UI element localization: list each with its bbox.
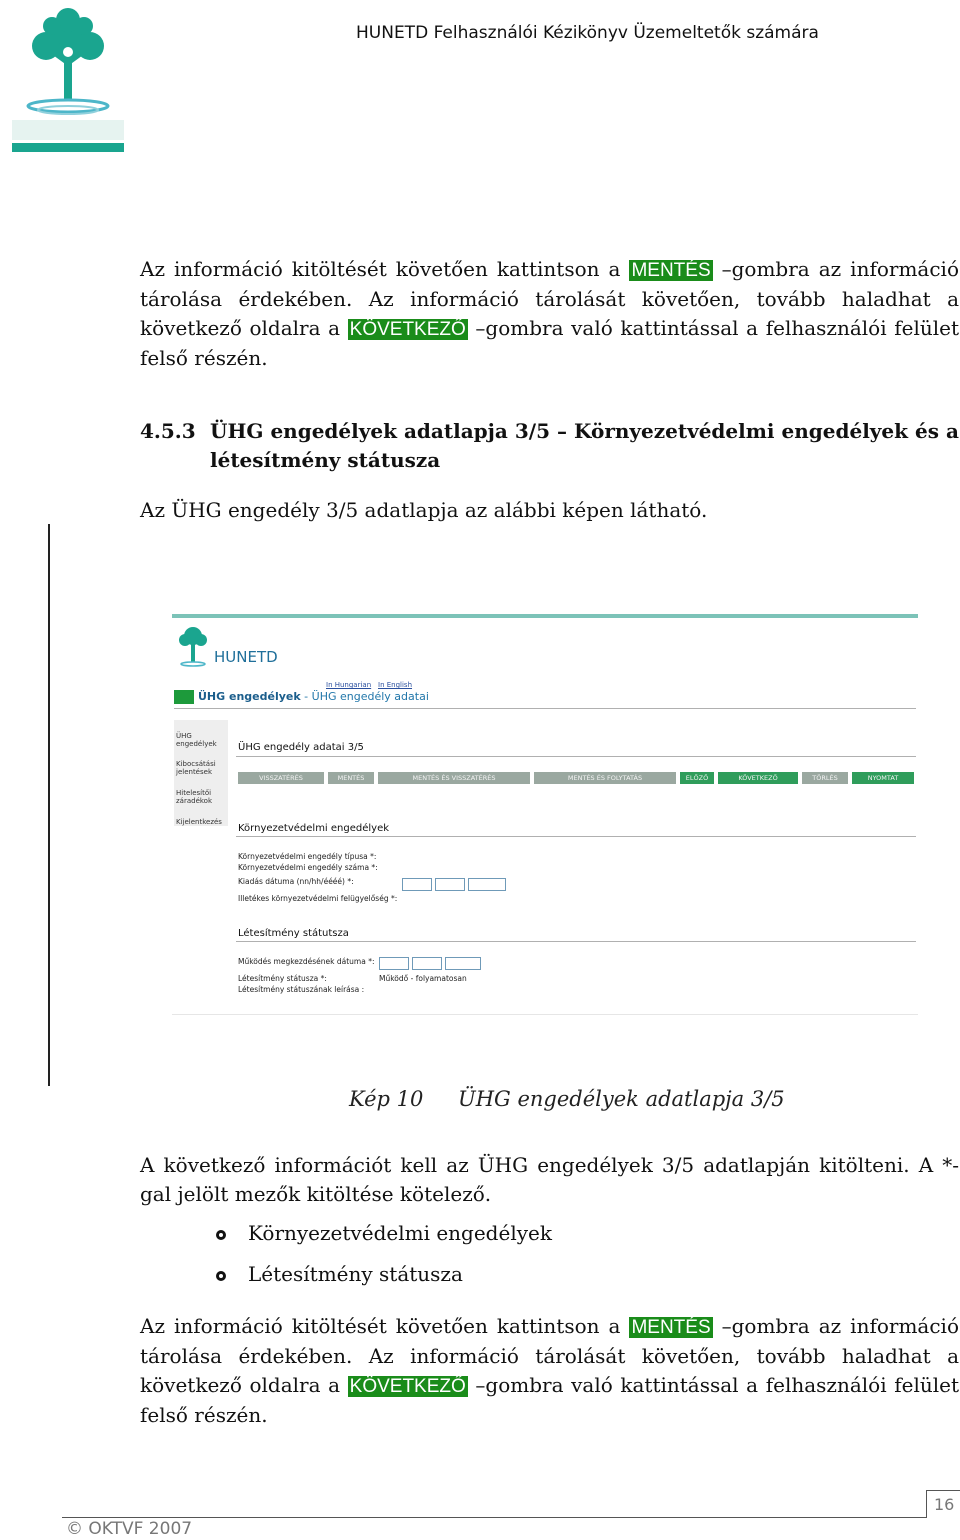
field-permit-number-label: Környezetvédelmi engedély száma *: bbox=[238, 863, 378, 872]
outro-kovetkezo-label: KÖVETKEZŐ bbox=[349, 1376, 466, 1397]
section-facility-status: Létesítmény státutsza bbox=[238, 928, 349, 939]
form-screenshot bbox=[172, 612, 918, 1015]
field-inspectorate-label: Illetékes környezetvédelmi felügyelőség *: bbox=[238, 894, 398, 903]
bullet-item-permits: Környezetvédelmi engedélyek bbox=[248, 1221, 552, 1245]
section2-divider bbox=[236, 941, 916, 942]
copyright: © OKTVF 2007 bbox=[66, 1519, 193, 1539]
outro-paragraph bbox=[140, 1312, 959, 1430]
print-button[interactable]: NYOMTAT bbox=[852, 772, 914, 784]
outro-mentes-label: MENTÉS bbox=[631, 1317, 711, 1338]
issue-date-year-input[interactable] bbox=[468, 878, 506, 891]
operation-start-day-input[interactable] bbox=[379, 957, 409, 970]
footer-divider bbox=[62, 1517, 926, 1518]
intro-kovetkezo-label: KÖVETKEZŐ bbox=[349, 319, 466, 340]
bullet-item-status: Létesítmény státusza bbox=[248, 1262, 463, 1286]
save-and-continue-button[interactable]: MENTÉS ÉS FOLYTATÁS bbox=[534, 772, 676, 784]
lead-paragraph: Az ÜHG engedély 3/5 adatlapja az alábbi képen látható. bbox=[140, 498, 708, 522]
facility-status-value: Működő - folyamatosan bbox=[379, 974, 467, 983]
previous-button[interactable]: ELŐZŐ bbox=[680, 772, 714, 784]
field-status-description-label: Létesítmény státuszának leírása : bbox=[238, 985, 365, 994]
lang-english-link[interactable]: In English bbox=[378, 681, 413, 689]
sidebar-item-reports[interactable]: Kibocsátási jelentések bbox=[176, 760, 216, 776]
bullet-icon bbox=[216, 1230, 226, 1240]
operation-start-year-input[interactable] bbox=[445, 957, 481, 970]
oktvf-logo bbox=[8, 6, 128, 156]
sidebar-item-uhg[interactable]: ÜHG engedélyek bbox=[176, 732, 217, 748]
hunetd-tree-icon bbox=[176, 624, 210, 672]
requirements-paragraph: A következő információt kell az ÜHG engedélyek 3/5 adatlapján kitölteni. A *-gal jelölt mezők kitöltése kötelező. bbox=[140, 1153, 959, 1206]
form-title: ÜHG engedély adatai 3/5 bbox=[238, 742, 364, 753]
figure-label: Kép 10 bbox=[349, 1087, 424, 1111]
operation-start-month-input[interactable] bbox=[412, 957, 442, 970]
outro-text-1: Az információ kitöltését követően kattintson a bbox=[140, 1314, 630, 1338]
section-title: ÜHG engedélyek adatlapja 3/5 – Környezetvédelmi engedélyek és a létesítmény státusza bbox=[210, 419, 959, 472]
intro-paragraph bbox=[140, 255, 959, 373]
section-heading bbox=[140, 417, 959, 475]
lang-hungarian-link[interactable]: In Hungarian bbox=[326, 681, 372, 689]
save-and-back-button[interactable]: MENTÉS ÉS VISSZATÉRÉS bbox=[378, 772, 530, 784]
outro-text-3: –gombra való kattintással a felhasználói felület felső részén. bbox=[140, 1373, 959, 1427]
section-environmental-permits: Környezetvédelmi engedélyek bbox=[238, 823, 390, 834]
screenshot-top-line bbox=[172, 614, 918, 618]
app-name: HUNETD bbox=[214, 648, 278, 666]
delete-button[interactable]: TÖRLÉS bbox=[802, 772, 848, 784]
outro-text-2: –gombra az információ tárolása érdekében. Az információ tárolását követően, tovább haladhat a következő oldalra a bbox=[140, 1314, 959, 1397]
bullet-icon bbox=[216, 1271, 226, 1281]
intro-text-2: –gombra az információ tárolása érdekében. Az információ tárolását követően, tovább haladhat a következő oldalra a bbox=[140, 257, 959, 340]
form-title-divider bbox=[236, 756, 916, 757]
sidebar-item-logout[interactable]: Kijelentkezés bbox=[176, 818, 222, 826]
page-number: 16 bbox=[934, 1495, 955, 1514]
figure-caption: ÜHG engedélyek adatlapja 3/5 bbox=[458, 1087, 785, 1111]
breadcrumb-marker bbox=[174, 690, 194, 704]
field-permit-type-label: Környezetvédelmi engedély típusa *: bbox=[238, 852, 377, 861]
breadcrumb-rest: - ÜHG engedély adatai bbox=[300, 690, 429, 703]
breadcrumb bbox=[198, 690, 429, 703]
field-operation-start-label: Működés megkezdésének dátuma *: bbox=[238, 957, 375, 966]
intro-mentes-label: MENTÉS bbox=[631, 260, 711, 281]
section1-divider bbox=[236, 836, 916, 837]
field-issue-date-label: Kiadás dátuma (nn/hh/éééé) *: bbox=[238, 877, 354, 886]
intro-text-3: –gombra való kattintással a felhasználói felület felső részén. bbox=[140, 316, 959, 370]
header-divider bbox=[174, 708, 916, 709]
section-number: 4.5.3 bbox=[140, 419, 196, 443]
change-bar bbox=[48, 524, 50, 1086]
next-button[interactable]: KÖVETKEZŐ bbox=[718, 772, 798, 784]
sidebar-item-verifiers[interactable]: Hitelesítői záradékok bbox=[176, 789, 213, 805]
save-button[interactable]: MENTÉS bbox=[328, 772, 374, 784]
back-button[interactable]: VISSZATÉRÉS bbox=[238, 772, 324, 784]
field-facility-status-label: Létesítmény státusza *: bbox=[238, 974, 327, 983]
issue-date-month-input[interactable] bbox=[435, 878, 465, 891]
intro-text-1: Az információ kitöltését követően kattintson a bbox=[140, 257, 630, 281]
issue-date-day-input[interactable] bbox=[402, 878, 432, 891]
document-header-title: HUNETD Felhasználói Kézikönyv Üzemeltetők számára bbox=[356, 23, 819, 43]
breadcrumb-strong: ÜHG engedélyek bbox=[198, 690, 301, 703]
